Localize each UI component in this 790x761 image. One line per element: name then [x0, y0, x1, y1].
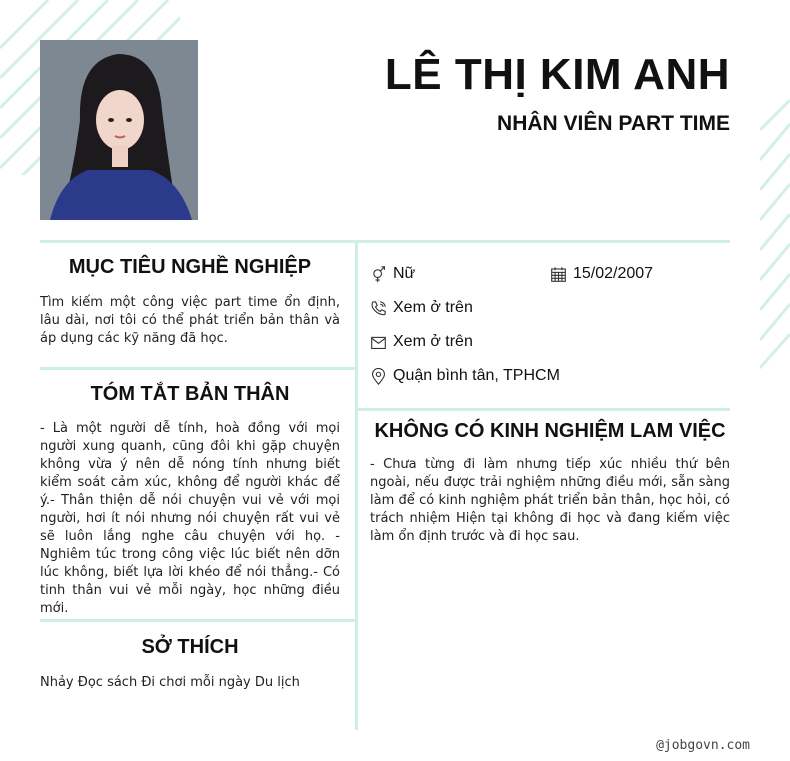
footer-watermark: @jobgovn.com	[656, 738, 750, 753]
email-icon	[370, 334, 387, 351]
experience-text: - Chưa từng đi làm nhưng tiếp xúc nhiều thứ bên ngoài, nếu được trải nghiệm những điều mới, sẵn sàng làm để có kinh nghiệm phát triển bản thân, học hỏi, có trách nhiệm Hiện tại không đi học và đang kiếm việc làm ổn định trước và đi học sau.	[370, 457, 730, 544]
profile-photo	[40, 40, 198, 220]
birthday-value: 15/02/2007	[573, 265, 654, 282]
experience-title: KHÔNG CÓ KINH NGHIỆM LAM VIỆC	[374, 420, 726, 442]
phone-row	[370, 299, 473, 317]
hobbies-text: Nhảy Đọc sách Đi chơi mỗi ngày Du lịch	[40, 675, 300, 690]
address-row	[370, 367, 560, 385]
summary-title: TÓM TẮT BẢN THÂN	[90, 383, 290, 405]
objective-text: Tìm kiếm một công việc part time ổn định, lâu dài, nơi tôi có thể phát triển bản thân và áp dụng các kỹ năng đã học.	[40, 295, 340, 346]
birthday-row	[550, 265, 653, 283]
divider-top	[40, 240, 730, 243]
job-title: NHÂN VIÊN PART TIME	[497, 112, 730, 135]
calendar-icon	[550, 266, 567, 283]
gender-value: Nữ	[393, 265, 416, 282]
address-value: Quận bình tân, TPHCM	[393, 367, 560, 384]
gender-icon	[370, 266, 387, 283]
candidate-name: LÊ THỊ KIM ANH	[384, 50, 730, 99]
gender-row	[370, 265, 415, 283]
divider-left-1	[40, 367, 358, 370]
phone-icon	[370, 300, 387, 317]
objective-title: MỤC TIÊU NGHỀ NGHIỆP	[68, 256, 312, 278]
profile-photo-illustration	[40, 40, 198, 220]
phone-value: Xem ở trên	[393, 299, 473, 316]
email-row	[370, 333, 473, 351]
email-value: Xem ở trên	[393, 333, 473, 350]
divider-left-2	[40, 619, 358, 622]
location-pin-icon	[370, 368, 387, 385]
hobbies-title: SỞ THÍCH	[141, 636, 239, 658]
divider-vertical	[355, 240, 358, 730]
stripe-decoration-right	[760, 100, 790, 370]
summary-text: - Là một người dễ tính, hoà đồng với mọi người xung quanh, cũng đôi khi gặp chuyện không vừa ý nên dễ nóng tính nhưng biết kiểm soát cảm xúc, không để người khác để ý.- Thân thiện dễ nói chuyện vui vẻ với mọi người, hơi ít nói nhưng nói chuyện rất vui vẻ sẽ luôn lắng nghe câu chuyện với họ. - Nghiêm túc trong công việc lúc biết nên dỡn lúc không, biết lựa lời khéo để nói thẳng.- Có tinh thân vui vẻ mỗi ngày, học những điều mới.	[40, 421, 340, 616]
divider-right-1	[358, 408, 730, 411]
